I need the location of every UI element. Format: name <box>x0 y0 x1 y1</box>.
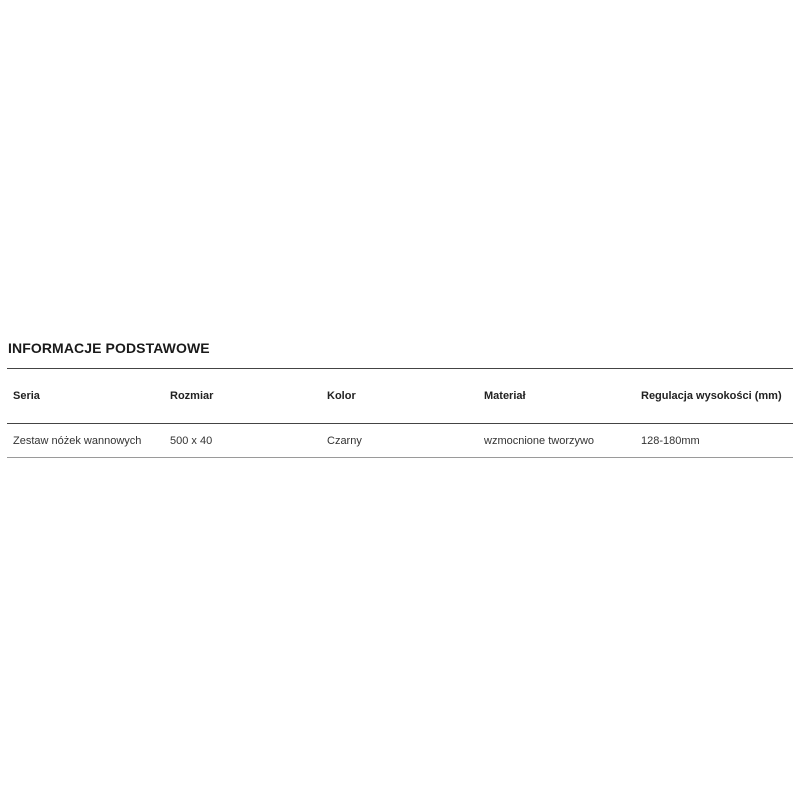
spec-table-header <box>7 369 793 424</box>
spec-table-body <box>7 424 793 458</box>
cell-regulacja-wysokosci: 128-180mm <box>641 434 700 447</box>
spec-table <box>7 368 793 458</box>
cell-kolor: Czarny <box>327 434 362 447</box>
cell-seria: Zestaw nóżek wannowych <box>13 434 142 447</box>
header-rozmiar: Rozmiar <box>170 390 214 402</box>
cell-rozmiar: 500 x 40 <box>170 434 213 447</box>
table-header-row <box>7 369 793 424</box>
cell-material: wzmocnione tworzywo <box>484 434 595 447</box>
table-row <box>7 424 793 458</box>
header-regulacja-wysokosci: Regulacja wysokości (mm) <box>641 390 782 402</box>
header-seria: Seria <box>13 390 40 402</box>
basic-info-section <box>7 338 793 458</box>
header-material: Materiał <box>484 390 526 402</box>
header-kolor: Kolor <box>327 390 356 402</box>
section-title: INFORMACJE PODSTAWOWE <box>8 340 210 356</box>
